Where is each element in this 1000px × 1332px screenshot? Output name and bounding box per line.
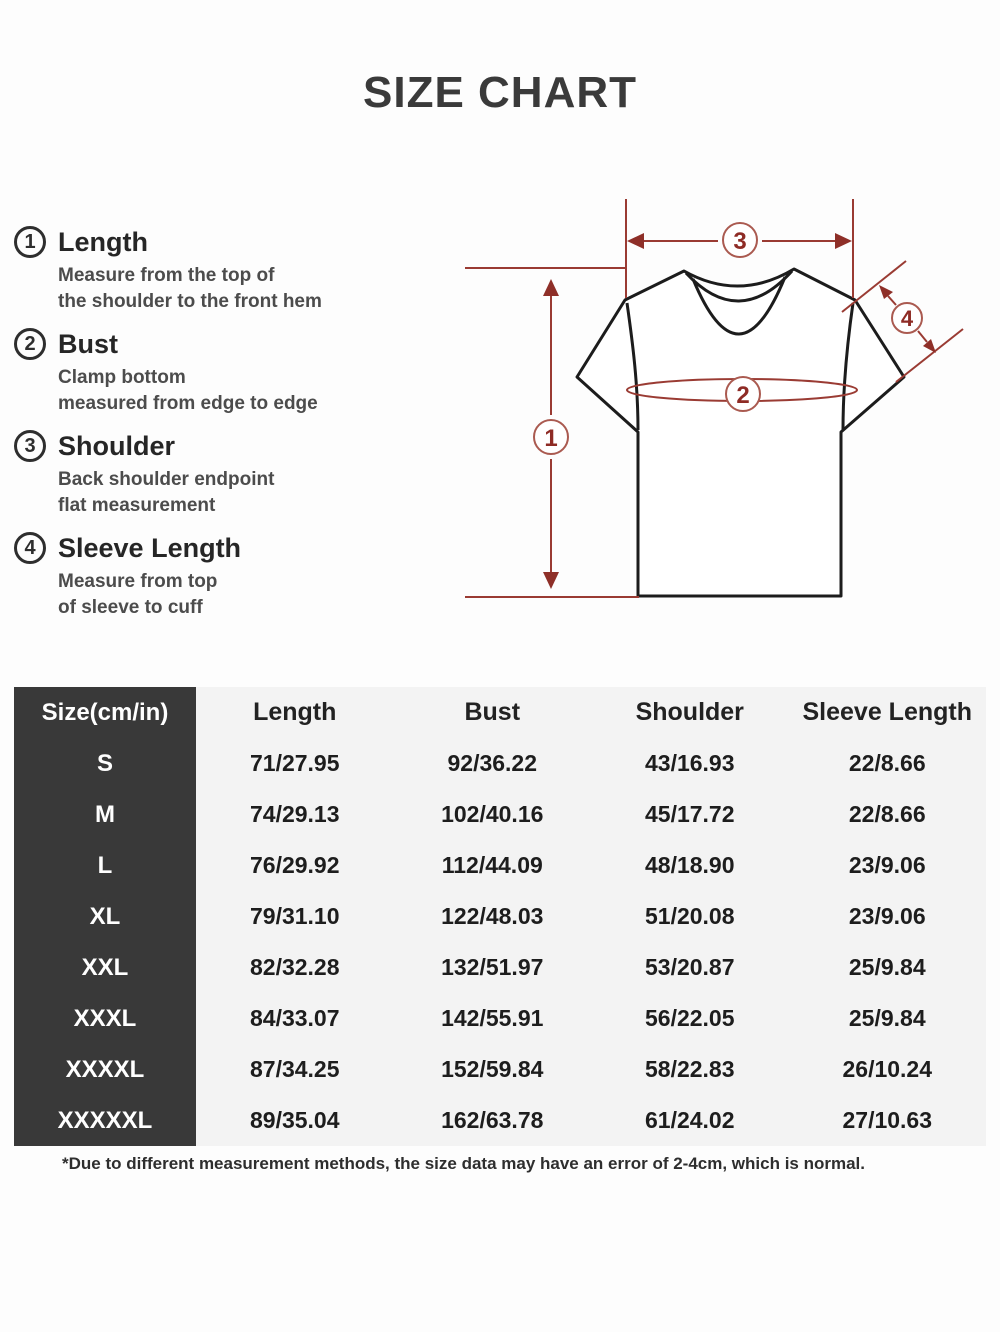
column-header-sleeve: Sleeve Length [789,687,987,738]
table-cell: 92/36.22 [394,738,592,789]
definition-description: Measure from the top of the shoulder to the front hem [58,265,322,312]
table-cell: 56/22.05 [591,993,789,1044]
circled-4-icon: 4 [14,532,46,564]
table-cell: 27/10.63 [789,1095,987,1146]
circled-2-icon: 2 [14,328,46,360]
tshirt-outline [577,269,904,596]
column-header-bust: Bust [394,687,592,738]
marker-2: 2 [736,382,750,409]
table-cell: 74/29.13 [196,789,394,840]
definition-title: Bust [58,328,118,359]
column-header-shoulder: Shoulder [591,687,789,738]
size-cell: XXXXL [14,1044,196,1095]
table-cell: 22/8.66 [789,789,987,840]
table-cell: 79/31.10 [196,891,394,942]
arrowhead-left [627,233,644,249]
size-cell: XXXXXL [14,1095,196,1146]
sleeve-ref-line-bottom [896,329,963,382]
size-cell: XXXL [14,993,196,1044]
table-cell: 152/59.84 [394,1044,592,1095]
definition-description: Clamp bottom measured from edge to edge [58,367,318,414]
circled-3-icon: 3 [14,430,46,462]
size-column-header: Size(cm/in) [14,687,196,738]
size-cell: S [14,738,196,789]
table-cell: 142/55.91 [394,993,592,1044]
marker-1: 1 [544,425,558,452]
column-header-length: Length [196,687,394,738]
sleeve-arrow-line [888,296,896,305]
page-title: SIZE CHART [363,68,637,117]
table-cell: 22/8.66 [789,738,987,789]
table-cell: 89/35.04 [196,1095,394,1146]
table-cell: 76/29.92 [196,840,394,891]
table-cell: 23/9.06 [789,840,987,891]
definition-title: Length [58,226,148,257]
marker-4: 4 [900,306,914,331]
table-cell: 122/48.03 [394,891,592,942]
circled-1-icon: 1 [14,226,46,258]
definition-shoulder [14,430,454,519]
table-cell: 58/22.83 [591,1044,789,1095]
size-cell: XXL [14,942,196,993]
table-cell: 87/34.25 [196,1044,394,1095]
table-cell: 25/9.84 [789,942,987,993]
table-cell: 84/33.07 [196,993,394,1044]
arrowhead-up [543,279,559,296]
table-cell: 51/20.08 [591,891,789,942]
table-cell: 26/10.24 [789,1044,987,1095]
table-cell: 112/44.09 [394,840,592,891]
marker-3: 3 [733,228,747,255]
measurement-disclaimer: *Due to different measurement methods, the size data may have an error of 2-4cm, which is normal. [62,1154,866,1173]
table-cell: 23/9.06 [789,891,987,942]
definition-title: Sleeve Length [58,532,242,563]
size-cell: XL [14,891,196,942]
table-cell: 132/51.97 [394,942,592,993]
table-cell: 25/9.84 [789,993,987,1044]
table-cell: 71/27.95 [196,738,394,789]
arrowhead-right [835,233,852,249]
table-cell: 102/40.16 [394,789,592,840]
table-cell: 45/17.72 [591,789,789,840]
size-cell: L [14,840,196,891]
size-cell: M [14,789,196,840]
definition-sleeve-length [14,532,454,621]
table-cell: 61/24.02 [591,1095,789,1146]
definition-length [14,226,454,315]
arrowhead-downright [923,339,936,353]
tshirt-measurement-diagram [440,180,1000,660]
table-cell: 82/32.28 [196,942,394,993]
size-table [14,687,986,1146]
arrowhead-down [543,572,559,589]
table-cell: 48/18.90 [591,840,789,891]
definition-description: Measure from top of sleeve to cuff [58,571,218,618]
measurement-definitions [14,226,454,634]
table-cell: 162/63.78 [394,1095,592,1146]
definition-title: Shoulder [58,430,176,461]
arrowhead-upleft [879,285,893,299]
definition-bust [14,328,454,417]
table-cell: 53/20.87 [591,942,789,993]
sleeve-arrow-line [918,331,927,342]
table-cell: 43/16.93 [591,738,789,789]
definition-description: Back shoulder endpoint flat measurement [58,469,275,516]
